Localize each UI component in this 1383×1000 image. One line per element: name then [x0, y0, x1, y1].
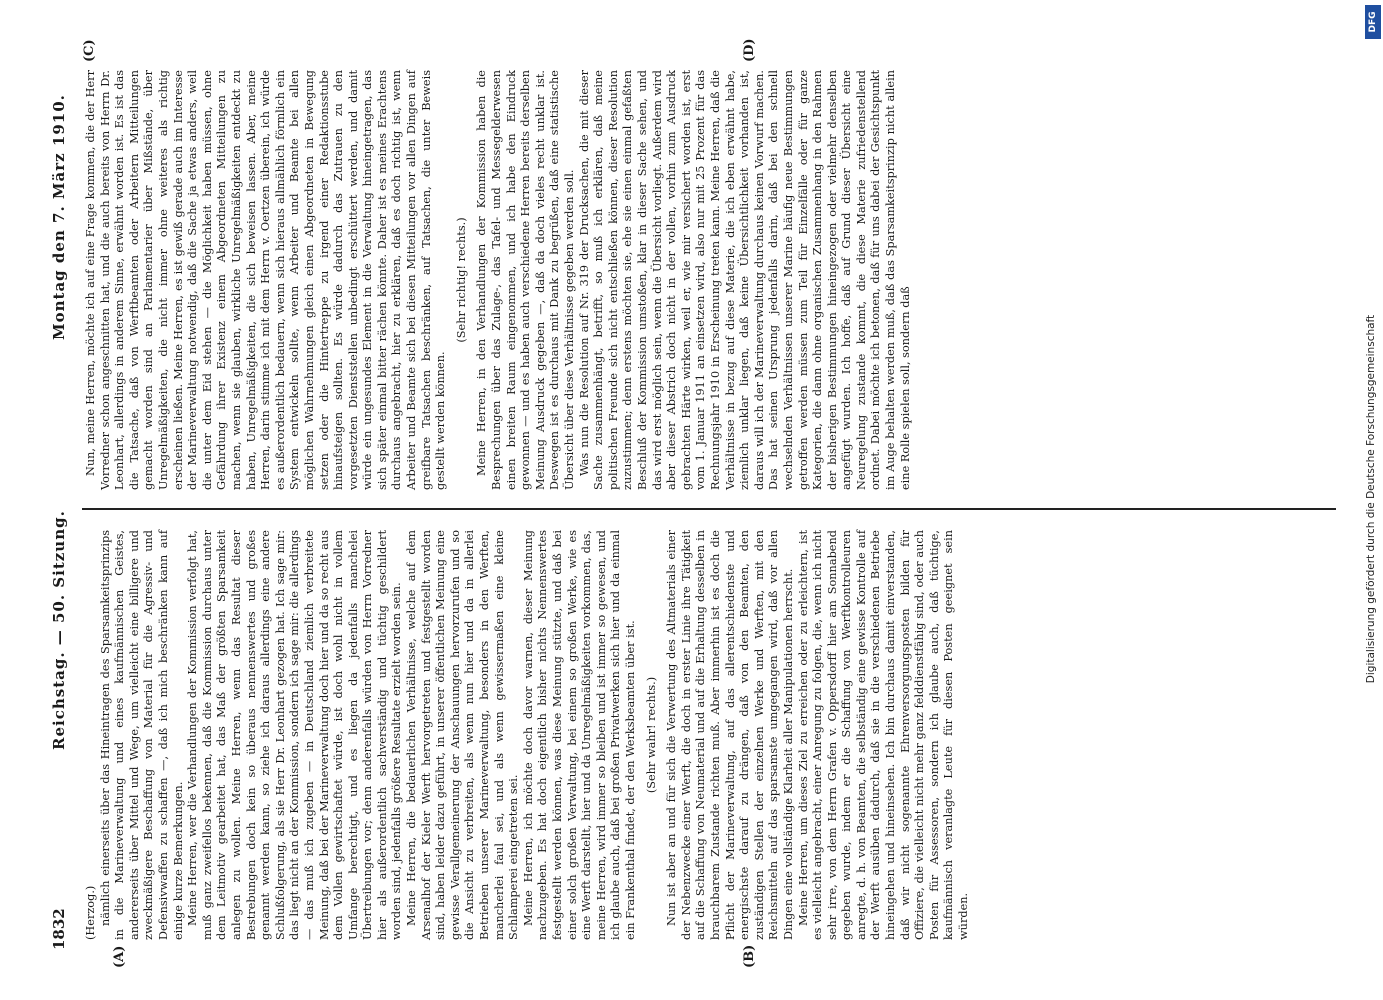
margin-marker-a: (A)	[111, 945, 127, 968]
paragraph: Meine Herren, die bedauerlichen Verhältnisse, welche auf dem Arsenalhof der Kieler Werft hervorgetreten und festgestellt worden sind, haben leider dazu geführt, in unserer öffentlichen Meinung eine gewisse Verallgemeinerung der Anschauungen hervorzurufen und so die Ansicht zu verbreiten, als wenn nun hier und da in allerlei Betrieben unserer Marineverwaltung, besonders in den Werften, mancherlei faul sei, und als wenn gewissermaßen eine kleine Schlamperei eingetreten sei.	[404, 530, 520, 940]
text-column-left	[84, 530, 972, 940]
margin-marker-d: (D)	[741, 38, 757, 62]
credit-text: Digitalisierung gefördert durch die Deutsche Forschungsgemeinschaft	[1365, 314, 1377, 684]
paragraph: Meine Herren, in den Verhandlungen der Kommission haben die Besprechungen über das Zulage-, das Tafel- und Messegelderwesen einen breiten Raum eingenommen, und ich habe den Eindruck gewonnen — und es haben auch verschiedene Herren bereits derselben Meinung Ausdruck gegeben —, daß da doch vieles recht unklar ist. Deswegen ist es durchaus mit Dank zu begrüßen, daß eine statistische Übersicht über diese Verhältnisse gegeben werden soll.	[474, 70, 576, 490]
column-divider	[82, 509, 1336, 511]
paragraph: Nun, meine Herren, möchte ich auf eine Frage kommen, die der Herr Vorredner schon angeschnitten hat, und die auch bereits von Herrn Dr. Leonhart, allerdings in anderem Sinne, erwähnt worden ist. Es ist das die Tatsache, daß von Werftbeamten oder Arbeitern Mitteilungen gemacht worden sind an Parlamentarier über Mißstände, über Unregelmäßigkeiten, die nicht immer ohne weiteres als richtig erscheinen ließen. Meine Herren, es ist gewiß gerade auch im Interesse der Marineverwaltung notwendig, daß die Sache ja etwas anders, weil die unter dem Eid stehen — die Möglichkeit haben müssen, ohne Gefährdung ihrer Existenz einem Abgeordneten Mitteilungen zu machen, wenn sie glauben, wirkliche Unregelmäßigkeiten entdeckt zu haben, Unregelmäßigkeiten, die sich beweisen lassen. Aber, meine Herren, darin stimme ich mit dem Herrn v. Oertzen überein, ich würde es außerordentlich bedauern, wenn sich hieraus allmählich förmlich ein System entwickeln sollte, wenn Arbeiter und Beamte bei allen möglichen Wahrnehmungen gleich einen Abgeordneten in Bewegung setzen oder die Hintertreppe zu irgend einer Redaktionsstube hinaufsteigen sollten. Es würde dadurch das Zutrauen zu den vorgesetzten Dienststellen unbedingt erschüttert werden, und damit würde ein ungesundes Element in die Verwaltung hineingetragen, das sich später einmal bitter rächen könnte. Daher ist es meines Erachtens durchaus angebracht, hier zu erklären, daß es doch richtig ist, wenn Arbeiter und Beamte sich bei diesen Mitteilungen vor allen Dingen auf greifbare Tatsachen beschränken, auf Tatsachen, die unter Beweis gestellt werden können.	[83, 70, 447, 490]
paragraph: Meine Herren, ich möchte doch davor warnen, dieser Meinung nachzugeben. Es hat doch eigentlich bisher nichts Nennenswertes festgestellt werden können, was diese Meinung stützte, und daß bei einer solch großen Verwaltung, bei einem so großen Werke, wie es eine Werft darstellt, hier und da Unregelmäßigkeiten vorkommen, das, meine Herren, wird immer so bleiben und ist immer so gewesen, und ich glaube auch, daß bei großen Privatwerken sich hier und da einmal ein Frankenthal findet, der den Werksbeamten über ist.	[521, 530, 637, 940]
paragraph: Was nun die Resolution auf Nr. 319 der Drucksachen, die mit dieser Sache zusammenhängt, betrifft, so muß ich erklären, daß meine politischen Freunde sich nicht entschließen können, dieser Resolution zuzustimmen; denn erstens möchten sie, ehe sie einen einmal gefaßten Beschluß der Kommission umstoßen, klar in dieser Sache sehen, und das wird erst möglich sein, wenn die Übersicht vorliegt. Außerdem wird aber dieser Abstrich doch nicht in der vollen, vorhin zum Ausdruck gebrachten Härte wirken, weil er, wie mir versichert worden ist, erst vom 1. Januar 1911 an einsetzen wird, also nur mit 25 Prozent für das Rechnungsjahr 1910 in Erscheinung treten kann. Meine Herren, daß die Verhältnisse in bezug auf diese Materie, die ich eben erwähnt habe, ziemlich unklar liegen, daß keine Übersichtlichkeit vorhanden ist, daraus will ich der Marineverwaltung durchaus keinen Vorwurf machen. Das hat seinen Ursprung jedenfalls darin, daß bei den schnell wechselnden Verhältnissen unserer Marine häufig neue Bestimmungen getroffen werden müssen zum Teil für Einzelfälle oder für ganze Kategorien, die dann ohne organischen Zusammenhang in den Rahmen der bisherigen Bestimmungen hineingezogen oder vielmehr denselben angefügt wurden. Ich hoffe, daß auf Grund dieser Übersicht eine Neuregelung zustande kommt, die diese Materie zufriedenstellend ordnet. Dabei möchte ich betonen, daß für uns dabei der Gesichtspunkt im Auge behalten werden muß, daß das Sparsamkeitsprinzip nicht allein eine Rolle spielen soll, sondern daß	[577, 70, 912, 490]
speaker-label: (Herzog.)	[83, 885, 97, 940]
paragraph: Nun ist aber an und für sich die Verwertung des Altmaterials einer der Nebenzwecke einer Werft, die doch in erster Linie ihre Tätigkeit auf die Schaffung von Neumaterial und auf die Erhaltung desselben in brauchbarem Zustande richten muß. Aber immerhin ist es doch die Pflicht der Marineverwaltung, auf das allerentschiedenste und energischste darauf zu drängen, daß von den Beamten, den zuständigen Stellen der einzelnen Werke und Werften, mit den Reichsmitteln auf das sparsamste umgegangen wird, daß vor allen Dingen eine vollständige Klarheit aller Manipulationen herrscht.	[664, 530, 795, 940]
interjection: (Sehr wahr! rechts.)	[644, 676, 658, 794]
interjection: (Sehr richtig! rechts.)	[454, 217, 468, 343]
dfg-logo-text: DFG	[1368, 11, 1378, 33]
margin-marker-b: (B)	[741, 944, 757, 968]
paragraph: Meine Herren, wer die Verhandlungen der Kommission verfolgt hat, muß ganz zweifellos bekennen, daß die Kommission durchaus unter dem Leitmotiv gearbeitet hat, das Maß der größten Sparsamkeit anlegen zu wollen. Meine Herren, wenn das Resultat dieser Bestrebungen doch kein so überaus nennenswertes und großes genannt werden kann, so ziehe ich daraus allerdings eine andere Schlußfolgerung, als sie Herr Dr. Leonhart gezogen hat. Ich sage mir: das liegt nicht an der Kommission, sondern ich sage mir: die allerdings — das muß ich zugeben — in Deutschland ziemlich verbreitete Meinung, daß bei der Marineverwaltung doch hier und da so recht aus dem Vollen gewirtschaftet würde, ist doch wohl nicht in vollem Umfange berechtigt, und es liegen da jedenfalls manchelei Übertreibungen vor; denn anderenfalls würden von Herrn Vorredner hier als außerordentlich sachverständig und tüchtig geschildert worden sind, jedenfalls größere Resultate erzielt worden sein.	[185, 530, 403, 940]
session-date: Montag den 7. März 1910.	[49, 94, 68, 340]
margin-marker-c: (C)	[81, 39, 97, 62]
page-number: 1832	[49, 908, 68, 950]
rotated-document-page	[42, 30, 1342, 970]
paragraph: Meine Herren, um dieses Ziel zu erreichen oder zu erleichtern, ist es vielleicht angebracht, einer Anregung zu folgen, die, wenn ich nicht sehr irre, von dem Herrn Grafen v. Oppersdorff hier am Sonnabend gegeben wurde, indem er die Schaffung von Werftkontrolleuren anregte, d. h. von Beamten, die selbständig eine gewisse Kontrolle auf der Werft ausüben dadurch, daß sie in die verschiedenen Betriebe hineingehen und hineinsehen. Ich bin durchaus damit einverstanden, daß wir nicht sogenannte Ehrenversorgungsposten bilden für Offiziere, die vielleicht nicht mehr ganz felddienstfähig sind, oder auch Posten für Assessoren, sondern ich glaube auch, daß tüchtige, kaufmännisch veranlagte Leute für diesen Posten geeignet sein würden.	[796, 530, 970, 940]
paragraph: nämlich einerseits über das Hineintragen des Sparsamkeitsprinzips in die Marineverwaltung und eines kaufmännischen Geistes, andererseits über Mittel und Wege, um vielleicht eine billigere und zweckmäßigere Beschaffung von Material für die Agressiv- und Defensivwaffen zu schaffen —, daß ich mich beschränken kann auf einige kurze Bemerkungen.	[98, 530, 185, 940]
digitization-credit	[1361, 10, 1381, 990]
page-header	[50, 50, 76, 950]
text-column-right	[84, 70, 913, 490]
session-title: Reichstag. — 50. Sitzung.	[49, 510, 68, 750]
dfg-logo	[1365, 5, 1381, 39]
